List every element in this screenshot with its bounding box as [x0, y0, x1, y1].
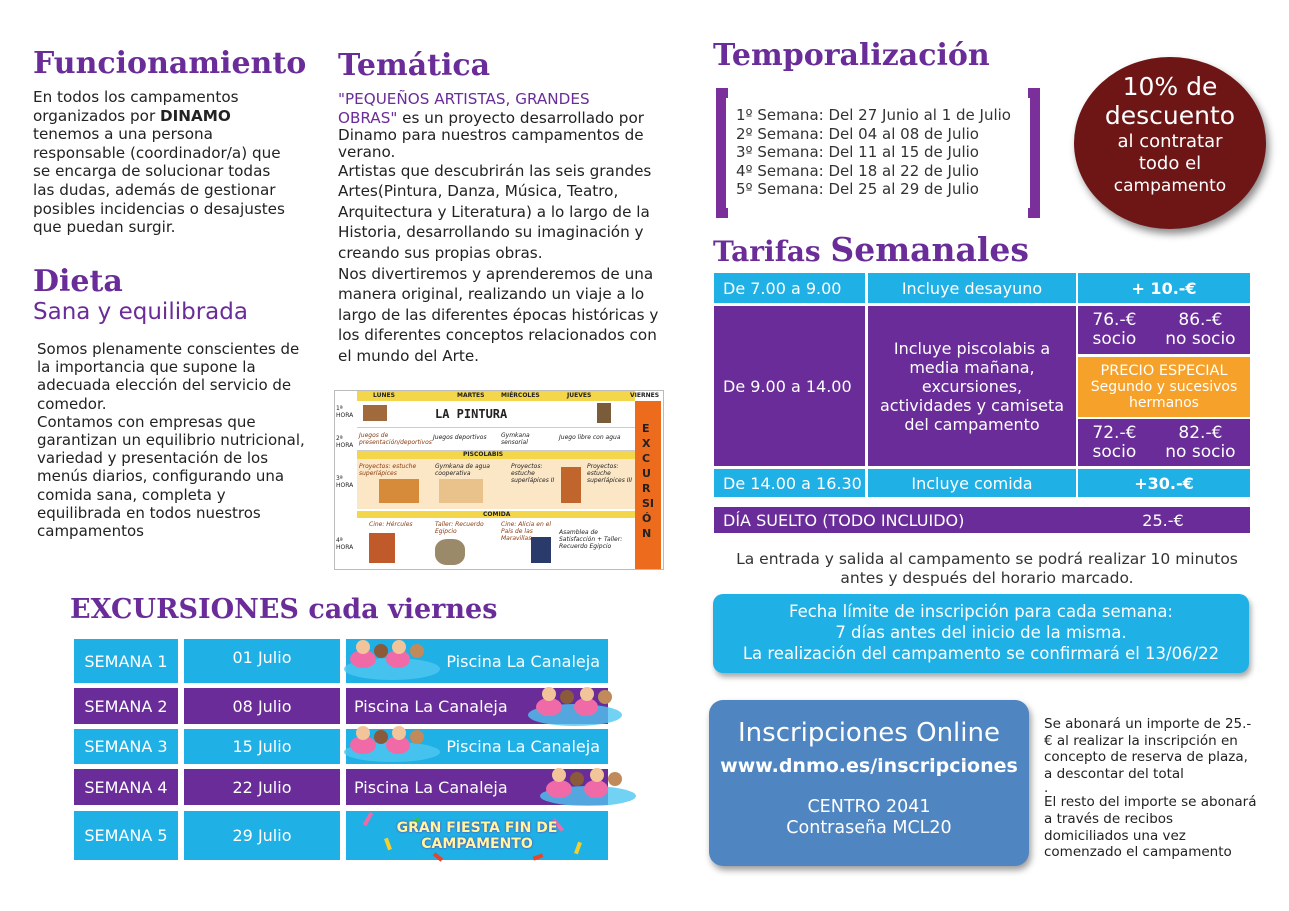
day-label: MIÉRCOLES [501, 392, 540, 399]
single-day-cell: DÍA SUELTO (TODO INCLUIDO) [714, 507, 1076, 533]
password-label: Contraseña MCL20 [786, 818, 952, 838]
hour-label: 4ª HORA [336, 537, 354, 551]
lunch-label: COMIDA [483, 511, 511, 518]
price-cell [1078, 306, 1250, 354]
text-line: tenemos a una persona [33, 125, 213, 144]
discount-percent: 10% de [1122, 72, 1218, 101]
text-line: comida sana, completa y [37, 485, 226, 504]
date-cell: 15 Julio [184, 729, 340, 764]
deadline-line: Fecha límite de inscripción para cada semana: [789, 602, 1173, 621]
text-line: organizados por DINAMO [33, 106, 231, 125]
pool-kids-illustration [344, 724, 442, 764]
activity-cell: Proyectos: estuche superlápices III [587, 463, 633, 484]
text-line: responsable (coordinador/a) que [33, 143, 281, 162]
text-line: campamentos [37, 522, 144, 541]
schedule-image [334, 390, 664, 570]
project-name: "PEQUEÑOS ARTISTAS, GRANDES [338, 90, 590, 108]
weeks-list [736, 106, 1011, 199]
text-line: OBRAS" es un proyecto desarrollado por [338, 108, 644, 127]
day-label: LUNES [373, 392, 395, 399]
text-line: verano. [338, 142, 396, 161]
single-day-price: 25.-€ [1076, 507, 1250, 533]
temporalizacion-title: Temporalización [713, 38, 990, 73]
brand-name: DINAMO [160, 106, 231, 125]
schedule-banner: LA PINTURA [435, 407, 508, 421]
price-cell: + 10.-€ [1078, 273, 1250, 303]
pool-kids-illustration [528, 684, 624, 728]
text-line: € al realizar la inscripción en [1044, 732, 1238, 749]
price-no-socio: 82.-€ no socio [1165, 422, 1236, 462]
payment-note [1044, 716, 1284, 861]
desc-cell: Incluye piscolabis a media mañana, excursiones, actividades y camiseta del campamento [868, 306, 1076, 466]
activity-cell: Juego libre con agua [559, 434, 621, 441]
tarifas-title-b: Semanales [830, 230, 1030, 269]
week-cell: SEMANA 5 [74, 811, 178, 860]
discount-text: al contratar [1117, 131, 1223, 152]
text-line: los diferentes conceptos relacionados con [338, 326, 657, 345]
text-line: posibles incidencias o desajustes [33, 199, 285, 218]
discount-word: descuento [1104, 101, 1236, 130]
activity-cell: Proyectos: estuche superlápices II [511, 463, 555, 484]
week-line: 3º Semana: Del 11 al 15 de Julio [736, 143, 979, 161]
week-cell: SEMANA 1 [74, 639, 178, 683]
week-line: 1º Semana: Del 27 Junio al 1 de Julio [736, 106, 1011, 124]
text-line: adecuada elección del servicio de [37, 376, 292, 395]
text-line: Dinamo para nuestros campamentos de [338, 125, 644, 144]
funcionamiento-title: Funcionamiento [33, 46, 307, 81]
tematica-title: Temática [338, 48, 491, 83]
activity-cell: Juegos deportivos [433, 434, 487, 441]
place-label: Piscina La Canaleja [446, 651, 600, 671]
text-line: Artes(Pintura, Danza, Música, Teatro, [338, 182, 619, 201]
text-line: se encarga de solucionar todas [33, 162, 271, 181]
price-cell: +30.-€ [1078, 469, 1250, 497]
date-cell: 29 Julio [184, 811, 340, 860]
desc-cell: Incluye desayuno [868, 273, 1076, 303]
activity-cell: Gymkana de agua cooperativa [435, 463, 490, 477]
text-line: Se abonará un importe de 25.- [1044, 716, 1252, 732]
text-line: . [1044, 780, 1049, 797]
hour-label: 3ª HORA [336, 475, 354, 489]
hour-label: 2ª HORA [336, 435, 354, 449]
text-line: En todos los campamentos [33, 88, 239, 106]
activity-cell: Cine: Alicia en el País de las Maravillas [501, 521, 552, 542]
text-line: Contamos con empresas que [37, 412, 256, 431]
tarifas-title [713, 230, 1029, 269]
project-name-end: OBRAS" [338, 108, 398, 127]
text-line: a descontar del total [1044, 765, 1184, 782]
text-line: domiciliados una vez [1044, 827, 1186, 844]
activity-cell: Gymkana sensorial [501, 432, 530, 446]
inscripciones-title: Inscripciones Online [738, 718, 1000, 748]
special-price-cell [1078, 357, 1250, 417]
activity-cell: Taller: Recuerdo Egipcio [435, 521, 484, 535]
time-cell: De 9.00 a 14.00 [714, 306, 865, 466]
text-line [338, 89, 668, 110]
week-line: 4º Semana: Del 18 al 22 de Julio [736, 161, 979, 180]
time-cell: De 14.00 a 16.30 [714, 469, 865, 497]
price-cell [1078, 419, 1250, 466]
dieta-text [37, 340, 337, 540]
snack-label: PISCOLABIS [463, 451, 504, 458]
text-line: el mundo del Arte. [338, 346, 479, 365]
text-line: a través de recibos [1044, 810, 1174, 827]
activity-cell: Asamblea de Satisfacción + Taller: Recuerdo Egipcio [559, 529, 623, 550]
centro-code: CENTRO 2041 [807, 797, 931, 817]
excursiones-title: EXCURSIONES cada viernes [70, 594, 498, 625]
text-line: manera original, realizando un viaje a lo [338, 285, 645, 304]
time-cell: De 7.00 a 9.00 [714, 273, 865, 303]
discount-badge [1074, 57, 1266, 229]
week-line: 2º Semana: Del 04 al 08 de Julio [736, 124, 979, 143]
place-label: GRAN FIESTA FIN DE CAMPAMENTO [396, 819, 558, 852]
activity-cell: Juegos de presentación/deportivos [359, 432, 432, 446]
funcionamiento-text [33, 88, 323, 237]
text-line: Historia, desarrollando su imaginación y [338, 223, 644, 242]
date-cell: 01 Julio [184, 639, 340, 683]
day-label: JUEVES [567, 392, 592, 399]
tarifas-title-a: Tarifas [713, 235, 831, 268]
text-line: equilibrada en todos nuestros [37, 503, 261, 522]
text-line: garantizan un equilibrio nutricional, [37, 431, 305, 450]
text-line: la importancia que supone la [37, 358, 256, 377]
week-line: 5º Semana: Del 25 al 29 de Julio [736, 180, 979, 198]
excursion-label: EXCURSIÓN [642, 422, 655, 540]
special-sub: Segundo y sucesivos hermanos [1090, 379, 1238, 411]
dieta-subtitle: Sana y equilibrada [33, 299, 248, 325]
special-title: PRECIO ESPECIAL [1100, 363, 1228, 379]
deadline-line: 7 días antes del inicio de la misma. [835, 623, 1127, 642]
dieta-title: Dieta [33, 264, 123, 299]
discount-text: campamento [1113, 176, 1227, 196]
text-line: Somos plenamente conscientes de [37, 340, 300, 358]
week-cell: SEMANA 4 [74, 769, 178, 805]
place-label: Piscina La Canaleja [446, 737, 600, 756]
text-line: comenzado el campamento [1044, 844, 1232, 861]
deadline-box [713, 594, 1249, 673]
text-line: creando sus propias obras. [338, 243, 543, 262]
day-label: MARTES [457, 392, 485, 399]
text-line: El resto del importe se abonará [1044, 794, 1257, 811]
pool-kids-illustration [540, 764, 638, 808]
hour-label: 1ª HORA [336, 405, 354, 419]
text-line: Arquitectura y Literatura) a lo largo de la [338, 202, 650, 221]
text-line: Nos divertiremos y aprenderemos de una [338, 264, 654, 283]
date-cell: 08 Julio [184, 688, 340, 724]
inscripciones-url[interactable]: www.dnmo.es/inscripciones [720, 755, 1018, 777]
week-cell: SEMANA 3 [74, 729, 178, 764]
day-label: VIERNES [630, 392, 660, 399]
desc-cell: Incluye comida [868, 469, 1076, 497]
text-line: Artistas que descubrirán las seis grandes [338, 161, 652, 180]
week-cell: SEMANA 2 [74, 688, 178, 724]
place-label: Piscina La Canaleja [354, 696, 508, 716]
inscripciones-box [709, 700, 1029, 866]
place-label: Piscina La Canaleja [354, 777, 508, 797]
activity-cell: Proyectos: estuche superlápices [359, 463, 417, 477]
pool-kids-illustration [344, 636, 442, 682]
activity-cell: Cine: Hércules [369, 521, 413, 528]
tematica-text [338, 89, 668, 367]
entrada-salida-note: La entrada y salida al campamento se podrá realizar 10 minutos antes y después del horario marcado. [736, 550, 1238, 587]
deadline-line: La realización del campamento se confirmará el 13/06/22 [742, 644, 1220, 663]
price-socio: 76.-€ socio [1092, 310, 1137, 349]
text-line: comedor. [37, 394, 107, 413]
discount-text: todo el [1138, 153, 1202, 174]
text-line: variedad y presentación de los [37, 449, 269, 468]
text-line: las dudas, además de gestionar [33, 180, 276, 199]
price-no-socio: 86.-€ no socio [1165, 310, 1236, 349]
text-line: largo de las diferentes épocas históricas y [338, 305, 659, 324]
text-line: concepto de reserva de plaza, [1044, 749, 1248, 766]
date-cell: 22 Julio [184, 769, 340, 805]
text-line: que puedan surgir. [33, 218, 176, 237]
price-socio: 72.-€ socio [1092, 422, 1137, 462]
text-line: menús diarios, configurando una [37, 467, 285, 486]
